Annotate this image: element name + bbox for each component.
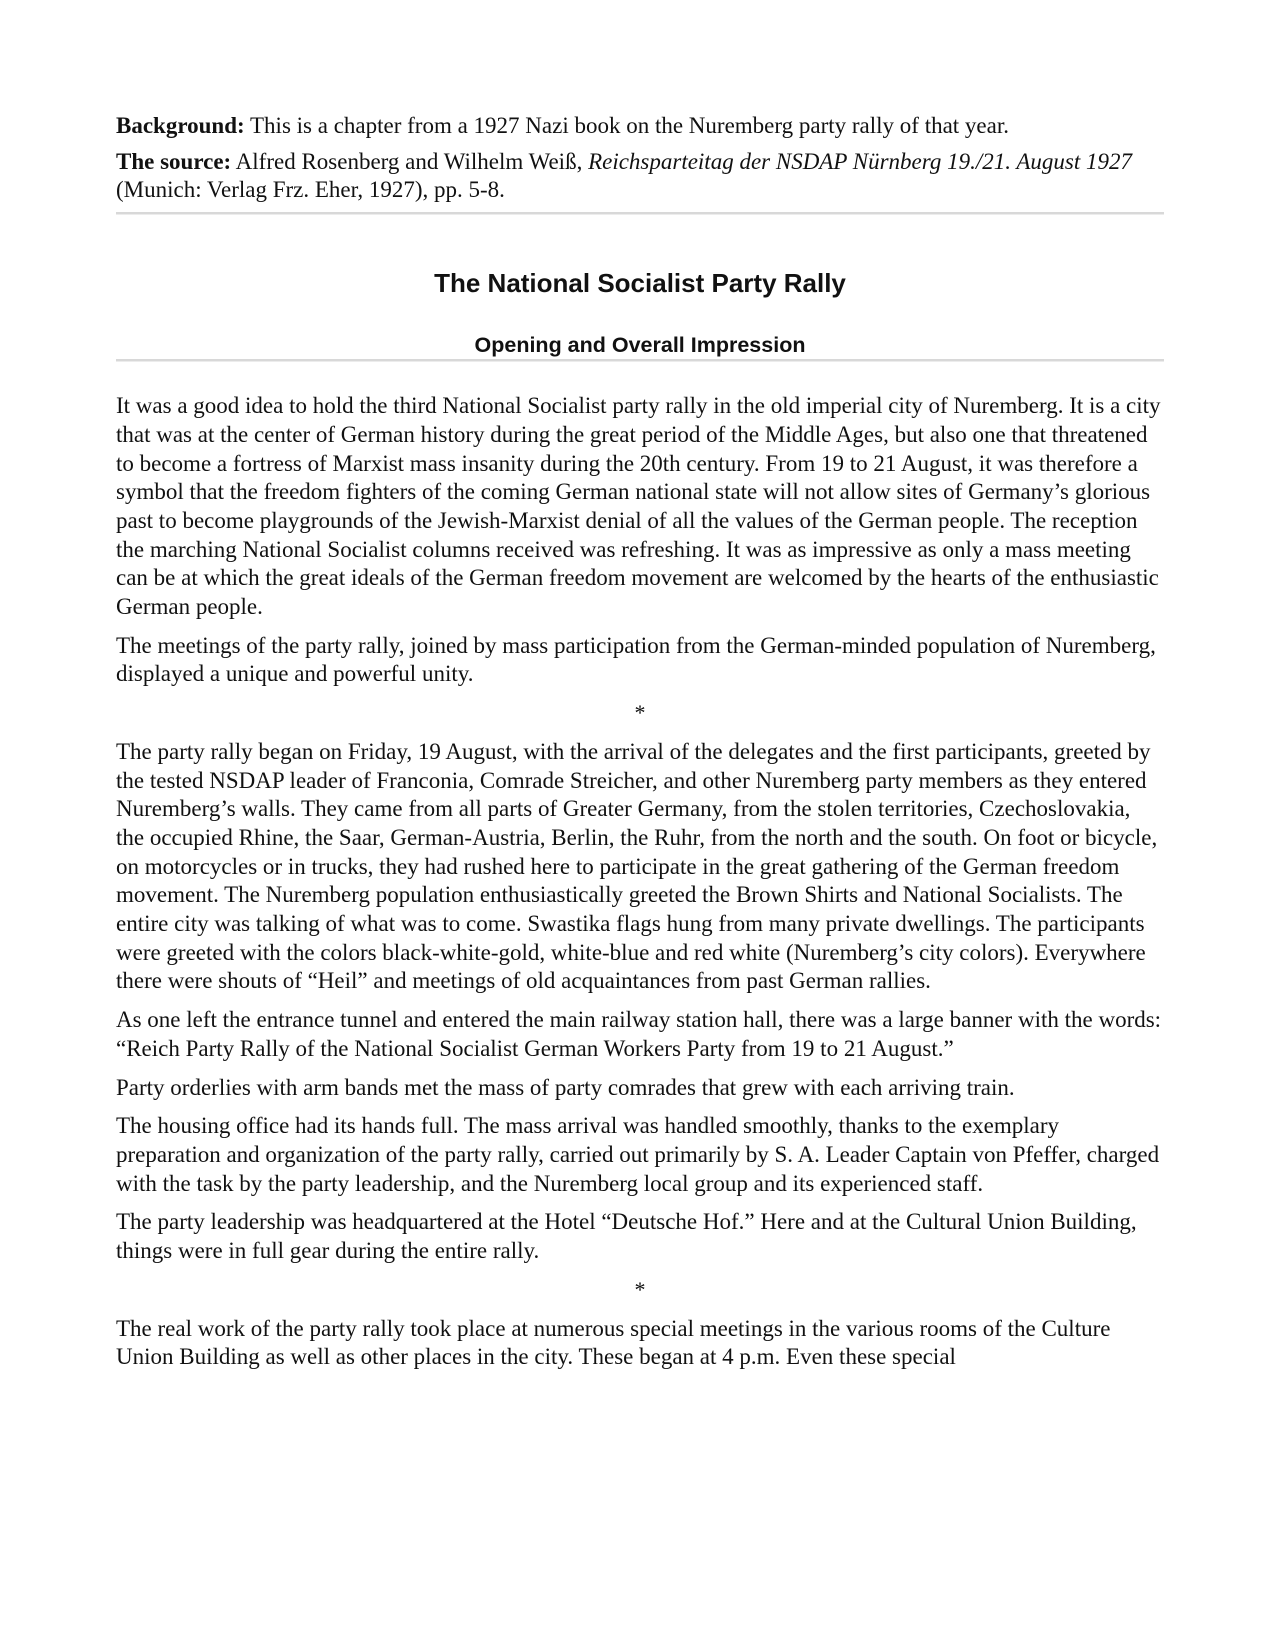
top-divider (116, 212, 1164, 215)
paragraph: The party leadership was headquartered at the Hotel “Deutsche Hof.” Here and at the Cultural Union Building, things were in full gear during the entire rally. (116, 1209, 1137, 1264)
source-note (116, 148, 1164, 205)
document-subtitle: Opening and Overall Impression (474, 333, 806, 358)
paragraph: The party rally began on Friday, 19 August, with the arrival of the delegates and the first participants, greeted by the tested NSDAP leader of Franconia, Comrade Streicher, and other Nuremberg party members as they entered Nuremberg’s walls. They came from all parts of Greater Germany, from the stolen territories, Czechoslovakia, the occupied Rhine, the Saar, German-Austria, Berlin, the Ruhr, from the north and the south. On foot or bicycle, on motorcycles or in trucks, they had rushed here to participate in the great gathering of the German freedom movement. The Nuremberg population enthusiastically greeted the Brown Shirts and National Socialists. The entire city was talking of what was to come. Swastika flags hung from many private dwellings. The participants were greeted with the colors black-white-gold, white-blue and red white (Nuremberg’s city colors). Everywhere there were shouts of “Heil” and meetings of old acquaintances from past German rallies. (116, 738, 1158, 994)
paragraph: The meetings of the party rally, joined by mass participation from the German-minded population of Nuremberg, displayed a unique and powerful unity. (116, 632, 1156, 687)
background-note (116, 112, 1164, 141)
background-label: Background: (116, 113, 245, 138)
section-separator: * (634, 700, 646, 726)
source-book-title: Reichsparteitag der NSDAP Nürnberg 19./21. August 1927 (588, 148, 1132, 174)
paragraph: As one left the entrance tunnel and entered the main railway station hall, there was a large banner with the words: “Reich Party Rally of the National Socialist German Workers Party from 19 to 21 August.” (116, 1007, 1162, 1061)
paragraph: The real work of the party rally took place at numerous special meetings in the various rooms of the Culture Union Building as well as other places in the city. These began at 4 p.m. Even these special (116, 1315, 1111, 1370)
source-label: The source: (116, 148, 232, 174)
section-separator: * (634, 1276, 646, 1302)
title-divider (116, 359, 1164, 362)
source-text-after: (Munich: Verlag Frz. Eher, 1927), pp. 5-8. (116, 177, 505, 203)
article-body (116, 392, 1164, 1372)
paragraph: It was a good idea to hold the third National Socialist party rally in the old imperial city of Nuremberg. It is a city that was at the center of German history during the great period of the Middle Ages, but also one that threatened to become a fortress of Marxist mass insanity during the 20th century. From 19 to 21 August, it was therefore a symbol that the freedom fighters of the coming German national state will not allow sites of Germany’s glorious past to become playgrounds of the Jewish-Marxist denial of all the values of the German people. The reception the marching National Socialist columns received was refreshing. It was as impressive as only a mass meeting can be at which the great ideals of the German freedom movement are welcomed by the hearts of the enthusiastic German people. (116, 393, 1161, 620)
document-page (116, 112, 1164, 1382)
document-title: The National Socialist Party Rally (434, 268, 846, 299)
paragraph: The housing office had its hands full. The mass arrival was handled smoothly, thanks to the exemplary preparation and organization of the party rally, carried out primarily by S. A. Leader Captain von Pfeffer, charged with the task by the party leadership, and the Nuremberg local group and its experienced staff. (116, 1113, 1160, 1196)
source-text-before: Alfred Rosenberg and Wilhelm Weiß, (231, 148, 589, 174)
paragraph: Party orderlies with arm bands met the mass of party comrades that grew with each arriving train. (116, 1074, 1015, 1100)
background-text: This is a chapter from a 1927 Nazi book on the Nuremberg party rally of that year. (244, 113, 1009, 138)
